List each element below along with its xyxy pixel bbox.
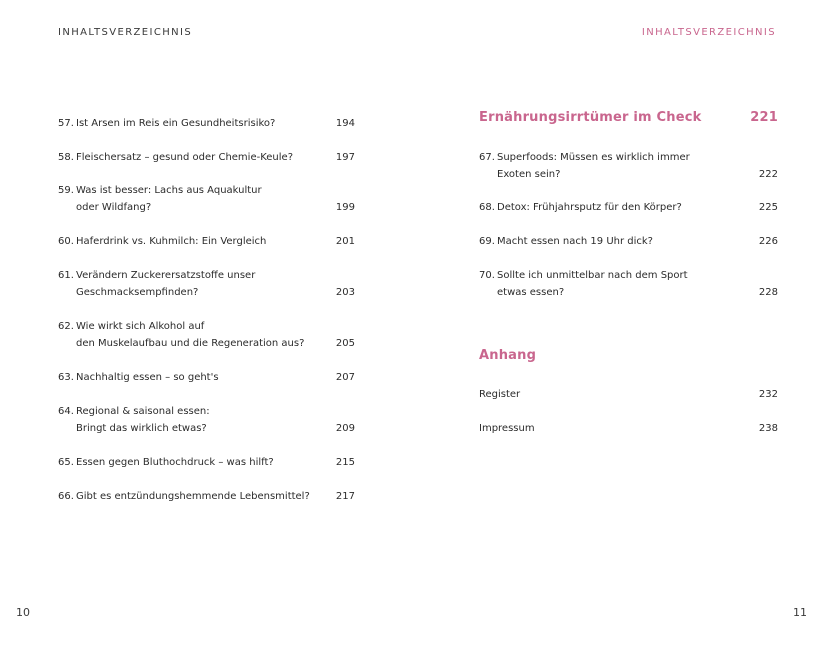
entry-page: 215 — [335, 457, 355, 468]
entry-title-cont: oder Wildfang? — [76, 202, 152, 213]
entry-title: Ist Arsen im Reis ein Gesundheitsrisiko? — [76, 118, 276, 129]
entry-title-cont: Geschmacksempfinden? — [76, 287, 199, 298]
right-page — [416, 0, 832, 648]
entry-page: 194 — [335, 118, 355, 129]
entry-title-cont: etwas essen? — [497, 287, 565, 298]
entry-page: 232 — [758, 389, 778, 400]
entry-title-cont: Bringt das wirklich etwas? — [76, 423, 207, 434]
entry-page: 197 — [335, 152, 355, 163]
entry-page: 222 — [758, 169, 778, 180]
entry-number: 67. — [479, 152, 495, 163]
toc-entry-57[interactable] — [58, 115, 355, 132]
toc-entry-67[interactable] — [479, 149, 778, 183]
entry-number: 64. — [58, 406, 74, 417]
entry-title: Fleischersatz – gesund oder Chemie-Keule? — [76, 152, 293, 163]
entry-title: Essen gegen Bluthochdruck – was hilft? — [76, 457, 274, 468]
entry-title: Detox: Frühjahrsputz für den Körper? — [497, 202, 682, 213]
toc-entry-69[interactable] — [479, 233, 778, 250]
toc-entry-61[interactable] — [58, 267, 355, 301]
entry-page: 203 — [335, 287, 355, 298]
toc-entry-58[interactable] — [58, 149, 355, 166]
toc-entry-62[interactable] — [58, 318, 355, 352]
section-heading-anhang[interactable] — [479, 348, 778, 363]
entry-page: 199 — [335, 202, 355, 213]
entry-title-cont: Exoten sein? — [497, 169, 561, 180]
entry-number: 57. — [58, 118, 74, 129]
toc-entry-60[interactable] — [58, 233, 355, 250]
toc-entry-70[interactable] — [479, 267, 778, 301]
section-title: Anhang — [479, 348, 537, 363]
entry-number: 60. — [58, 236, 74, 247]
entry-number: 63. — [58, 372, 74, 383]
entry-number: 62. — [58, 321, 74, 332]
entry-number: 70. — [479, 270, 495, 281]
entry-number: 68. — [479, 202, 495, 213]
page-number-right: 11 — [793, 606, 807, 619]
entry-page: 201 — [335, 236, 355, 247]
toc-entry-impressum[interactable] — [479, 420, 778, 437]
entry-number: 58. — [58, 152, 74, 163]
page-number-left: 10 — [16, 606, 30, 619]
entry-title: Impressum — [479, 423, 535, 434]
entry-number: 69. — [479, 236, 495, 247]
entry-title: Regional & saisonal essen: — [76, 406, 210, 417]
toc-entry-68[interactable] — [479, 199, 778, 216]
entry-title: Register — [479, 389, 521, 400]
entry-number: 66. — [58, 491, 74, 502]
entry-title: Sollte ich unmittelbar nach dem Sport — [497, 270, 688, 281]
running-head-right: INHALTSVERZEICHNIS — [641, 27, 776, 38]
toc-entry-64[interactable] — [58, 403, 355, 437]
section-title: Ernährungsirrtümer im Check — [479, 110, 702, 125]
toc-entry-59[interactable] — [58, 182, 355, 216]
entry-title: Superfoods: Müssen es wirklich immer — [497, 152, 690, 163]
entry-number: 59. — [58, 185, 74, 196]
entry-title: Macht essen nach 19 Uhr dick? — [497, 236, 653, 247]
entry-title: Haferdrink vs. Kuhmilch: Ein Vergleich — [76, 236, 267, 247]
entry-number: 61. — [58, 270, 74, 281]
entry-number: 65. — [58, 457, 74, 468]
toc-entry-66[interactable] — [58, 488, 355, 505]
entry-page: 228 — [758, 287, 778, 298]
entry-page: 226 — [758, 236, 778, 247]
entry-page: 207 — [335, 372, 355, 383]
entry-page: 238 — [758, 423, 778, 434]
entry-page: 225 — [758, 202, 778, 213]
entry-title-cont: den Muskelaufbau und die Regeneration aus? — [76, 338, 305, 349]
running-head-left: INHALTSVERZEICHNIS — [58, 27, 193, 38]
entry-title: Wie wirkt sich Alkohol auf — [76, 321, 205, 332]
left-page — [0, 0, 416, 648]
toc-entry-63[interactable] — [58, 369, 355, 386]
entry-title: Gibt es entzündungshemmende Lebensmittel? — [76, 491, 310, 502]
entry-page: 205 — [335, 338, 355, 349]
toc-entry-65[interactable] — [58, 454, 355, 471]
entry-title: Was ist besser: Lachs aus Aquakultur — [76, 185, 262, 196]
entry-page: 209 — [335, 423, 355, 434]
section-heading-ernaehrungsirrtuemer[interactable] — [479, 110, 778, 125]
toc-entry-register[interactable] — [479, 386, 778, 403]
entry-title: Nachhaltig essen – so geht's — [76, 372, 219, 383]
entry-title: Verändern Zuckerersatzstoffe unser — [76, 270, 256, 281]
section-page: 221 — [750, 110, 778, 125]
entry-page: 217 — [335, 491, 355, 502]
